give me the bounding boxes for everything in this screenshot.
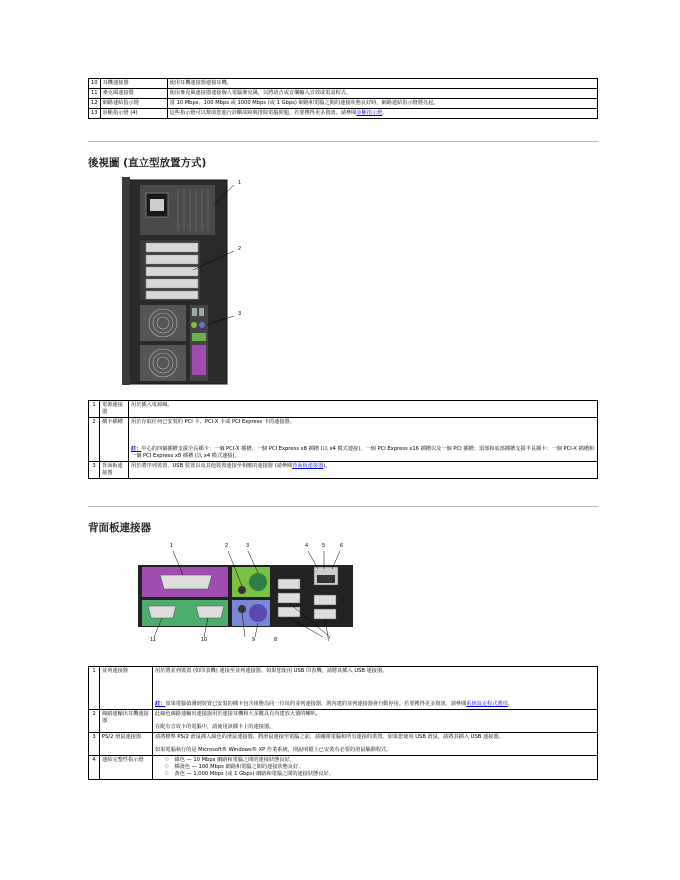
panel-callout-8: 8 [274,637,278,643]
top-connector-table [88,78,598,119]
table-row: 3 PS/2 滑鼠連接器 請將標準 PS/2 滑鼠插入綠色的滑鼠連接器。將滑鼠連接至電腦之前，請關閉電腦和所有連接的裝置。如果您使用 USB 滑鼠，請將其插入 USB 連接器。 如果電腦執行的是 Microsoft® Windows® XP 作業系統，則說明檔上已安裝有必要的滑鼠驅動程式。 [89,733,598,756]
rear-callout-1: 1 [238,180,242,186]
panel-callout-3: 3 [246,543,250,549]
panel-callout-5: 5 [322,543,326,549]
table-row: 1 電源連接器 用於插入電源線。 [89,401,598,418]
table-row: 11 麥克風連接器 使用麥克風連接器連接個人電腦麥克風，以將語音或音樂輸入音效或電話程式。 [89,89,598,99]
system-setup-options-link[interactable]: 系統設定程式選項 [466,701,508,708]
panel-callout-10: 10 [201,637,208,643]
list-item: ○ 黃色 — 1,000 Mbps (或 1 Gbps) 網路和電腦之間的連接狀態良好。 [165,771,595,778]
table-row: 4 連結完整性指示燈 ○ 綠色 — 10 Mbps 網路和電腦之間的連接狀態良好。 ○ 橘黃色 — 100 Mbps 網路和電腦之間的連接狀態良好。 ○ 黃色 — 1,000 Mbps (或 1 Gbps) 網路和電腦之間的連接狀態良好。 [89,756,598,780]
table-row: 2 插卡插槽 用於存取任何已安裝的 PCI 卡、PCI-X 卡或 PCI Express 卡的連接器。 註：中心的四個插槽支援全長插卡：一個 PCI-X 插槽、一個 PCI Express x8 插槽 (以 x4 模式連接)、一個 PCI Express x16 插槽以及一個 PCI 插槽；頂部和底部插槽支援半長插卡：一個 PCI-X 插槽和一個 PCI Express x8 插槽 (以 x4 模式連接)。 [89,418,598,462]
table-row: 13 診斷指示燈 (4) 這些指示燈可以幫助您進行診斷故障與排除電腦問題。若要獲得更多資訊，請參閱診斷指示燈。 [89,109,598,119]
back-panel-image [138,545,358,650]
panel-callout-11: 11 [150,637,156,643]
table-row: 1 並列連接器 用於將並列裝置 (如印表機) 連接至並列連接器。如果您使用 USB 印表機，請將其插入 USB 連接器。 註：如果電腦偵測到裝置已安裝的插卡包含組態為同一位址的並列連接器，則內建的並列連接器會自動停用。若要獲得更多資訊，請參閱系統設定程式選項。 [89,667,598,710]
table-row: 3 背面板連接器 用於將序列裝置、USB 裝置以及其他裝置連接至相應的連接器 (請參閱背面板連接器)。 [89,462,598,479]
panel-callout-2: 2 [225,543,229,549]
back-panel-table [88,666,598,780]
divider [88,141,598,142]
panel-callout-4: 4 [305,543,309,549]
rear-view-heading: 後視圖 (直立型放置方式) [88,157,207,169]
panel-callout-6: 6 [340,543,344,549]
rear-callout-3: 3 [238,311,242,317]
table-row: 10 耳機連接器 使用耳機連接器連接耳機。 [89,79,598,89]
rear-callout-2: 2 [238,246,242,252]
diagnostic-lights-link[interactable]: 診斷指示燈 [356,110,383,117]
rear-view-image [118,175,268,390]
divider [88,506,598,507]
list-item: ○ 綠色 — 10 Mbps 網路和電腦之間的連接狀態良好。 [165,757,595,764]
panel-callout-1: 1 [170,543,174,549]
table-row: 2 線路連輸出耳機連接器 此綠色線路連輸出連接器用於連接耳機和大多數具有內建放大器的喇叭。 在配有音效卡的電腦中，請使用該插卡上的連接器。 [89,710,598,733]
rear-view-table [88,400,598,479]
table-row: 12 網路連結指示燈 當 10 Mbps、100 Mbps 或 1000 Mbps (或 1 Gbps) 網路和電腦之間的連接狀態良好時，網路連結指示燈將亮起。 [89,99,598,109]
panel-callout-7: 7 [327,637,331,643]
back-panel-connectors-link[interactable]: 背面板連接器 [292,463,324,470]
back-panel-heading: 背面板連接器 [88,522,151,534]
link-light-list [155,757,595,778]
list-item: ○ 橘黃色 — 100 Mbps 網路和電腦之間的連接狀態良好。 [165,764,595,771]
panel-callout-9: 9 [252,637,256,643]
